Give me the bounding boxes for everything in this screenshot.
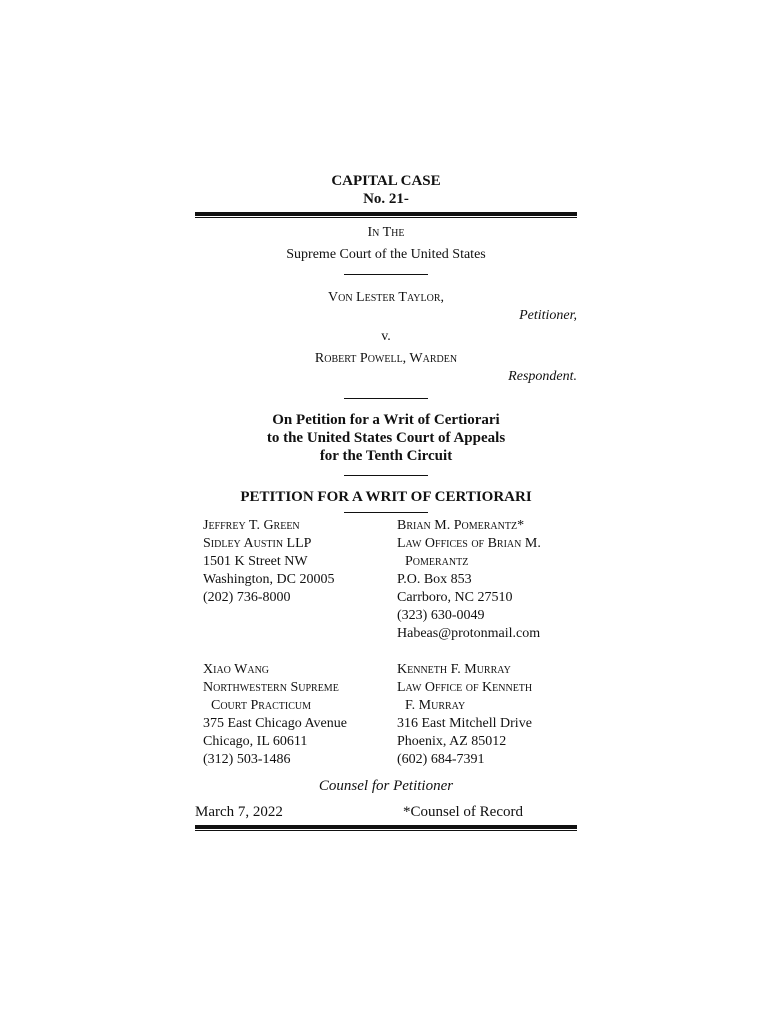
counsel-line: Northwestern Supreme	[203, 680, 339, 695]
counsel-block-2	[195, 661, 577, 769]
counsel-block-1	[195, 517, 577, 643]
respondent-name: Robert Powell, Warden	[314, 351, 458, 366]
petitioner-role: Petitioner,	[519, 308, 577, 323]
counsel-caption: Counsel for Petitioner	[318, 778, 454, 794]
counsel-line: Jeffrey T. Green	[203, 518, 300, 533]
counsel-line: Court Practicum	[211, 698, 312, 713]
counsel-of-record-note: *Counsel of Record	[403, 804, 523, 820]
counsel-line: Law Office of Kenneth	[397, 680, 533, 695]
counsel-line: Pomerantz	[405, 554, 469, 569]
counsel-line: Chicago, IL 60611	[203, 734, 308, 749]
counsel-line: (202) 736-8000	[203, 590, 291, 605]
petition-desc-line3: for the Tenth Circuit	[319, 448, 453, 464]
counsel-line: P.O. Box 853	[397, 572, 472, 587]
petitioner-name: Von Lester Taylor,	[328, 290, 444, 305]
petition-desc-line1: On Petition for a Writ of Certiorari	[272, 412, 500, 428]
counsel-line: Kenneth F. Murray	[397, 662, 511, 677]
counsel-line: Phoenix, AZ 85012	[397, 734, 507, 749]
counsel-line: 375 East Chicago Avenue	[203, 716, 347, 731]
court-name: Supreme Court of the United States	[286, 247, 486, 262]
bottom-double-rule	[195, 825, 577, 831]
counsel-line: 316 East Mitchell Drive	[397, 716, 532, 731]
case-number: No. 21-	[363, 191, 409, 207]
filing-date: March 7, 2022	[195, 804, 283, 820]
counsel-wang	[195, 661, 397, 769]
counsel-line: (312) 503-1486	[203, 752, 291, 767]
counsel-line: (602) 684-7391	[397, 752, 485, 767]
petition-desc-line2: to the United States Court of Appeals	[266, 430, 506, 446]
counsel-line: Xiao Wang	[203, 662, 270, 677]
counsel-pomerantz	[397, 517, 577, 643]
counsel-email: Habeas@protonmail.com	[397, 626, 541, 641]
counsel-murray	[397, 661, 577, 769]
court-line-in-the: In The	[367, 225, 405, 240]
counsel-line: Carrboro, NC 27510	[397, 590, 513, 605]
footer-row	[195, 803, 577, 821]
counsel-line: Brian M. Pomerantz*	[397, 518, 525, 533]
counsel-line: F. Murray	[405, 698, 466, 713]
case-type: CAPITAL CASE	[331, 173, 441, 189]
respondent-role: Respondent.	[508, 369, 577, 384]
counsel-line: (323) 630-0049	[397, 608, 485, 623]
versus: v.	[381, 329, 391, 344]
counsel-green	[195, 517, 397, 643]
cover-page	[195, 172, 577, 831]
counsel-line: Sidley Austin LLP	[203, 536, 312, 551]
counsel-line: Law Offices of Brian M.	[397, 536, 541, 551]
counsel-line: Washington, DC 20005	[203, 572, 335, 587]
counsel-line: 1501 K Street NW	[203, 554, 308, 569]
document-title: PETITION FOR A WRIT OF CERTIORARI	[240, 489, 532, 505]
